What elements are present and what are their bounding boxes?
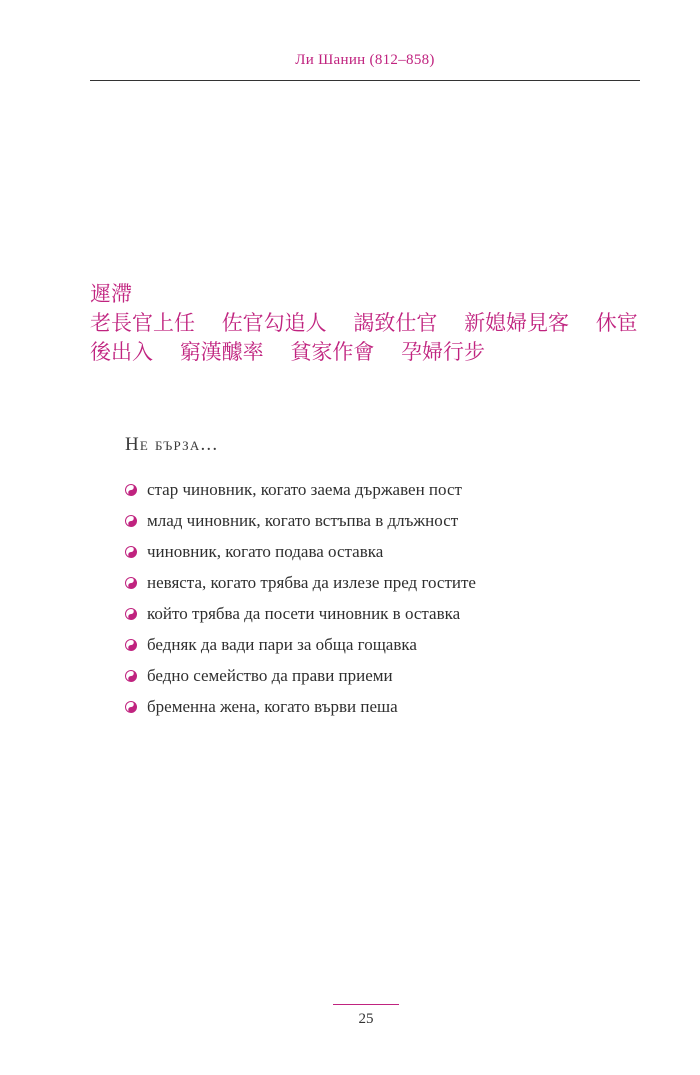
chinese-phrase: 佐官勾追人 — [221, 311, 327, 335]
list-heading: Не бърза... — [125, 434, 219, 455]
chinese-line-1 — [90, 309, 650, 338]
yin-yang-icon — [125, 639, 137, 651]
list-item — [125, 505, 625, 536]
chinese-phrase: 老長官上任 — [90, 311, 195, 335]
list-item — [125, 536, 625, 567]
list-item — [125, 598, 625, 629]
list-item — [125, 629, 625, 660]
chinese-phrase: 後出入 — [90, 340, 153, 364]
yin-yang-icon — [125, 484, 137, 496]
chinese-phrase: 貧家作會 — [290, 340, 375, 364]
list-item-text: който трябва да посети чиновник в оставка — [147, 603, 461, 623]
chinese-title: 遲滯 — [90, 282, 132, 306]
list-item — [125, 567, 625, 598]
yin-yang-icon — [125, 608, 137, 620]
list-item — [125, 660, 625, 691]
yin-yang-icon — [125, 546, 137, 558]
translation-list — [125, 474, 625, 722]
translation-list-section — [125, 434, 625, 722]
chinese-phrase: 休宦 — [595, 311, 638, 335]
list-item-text: бедно семейство да прави приеми — [147, 665, 393, 685]
header-rule — [90, 80, 640, 81]
chinese-line-2 — [90, 338, 650, 367]
chinese-phrase: 窮漢醵率 — [179, 340, 264, 364]
list-item-text: млад чиновник, когато встъпва в длъжност — [147, 510, 459, 530]
footer-rule — [333, 1004, 399, 1005]
chinese-text-block — [90, 280, 650, 367]
chinese-phrase: 謁致仕官 — [353, 311, 438, 335]
list-item-text: бременна жена, когато върви пеша — [147, 696, 398, 716]
list-item-text: невяста, когато трябва да излезе пред гостите — [147, 572, 476, 592]
chinese-phrase: 新媳婦見客 — [464, 311, 570, 335]
list-item — [125, 474, 625, 505]
list-item-text: чиновник, когато подава оставка — [147, 541, 384, 561]
page-number: 25 — [358, 1011, 374, 1027]
yin-yang-icon — [125, 701, 137, 713]
running-header: Ли Шанин (812–858) — [295, 52, 435, 68]
list-item-text: бедняк да вади пари за обща гощавка — [147, 634, 417, 654]
yin-yang-icon — [125, 577, 137, 589]
yin-yang-icon — [125, 670, 137, 682]
yin-yang-icon — [125, 515, 137, 527]
list-item-text: стар чиновник, когато заема държавен пост — [147, 479, 462, 499]
chinese-phrase: 孕婦行步 — [401, 340, 486, 364]
list-item — [125, 691, 625, 722]
